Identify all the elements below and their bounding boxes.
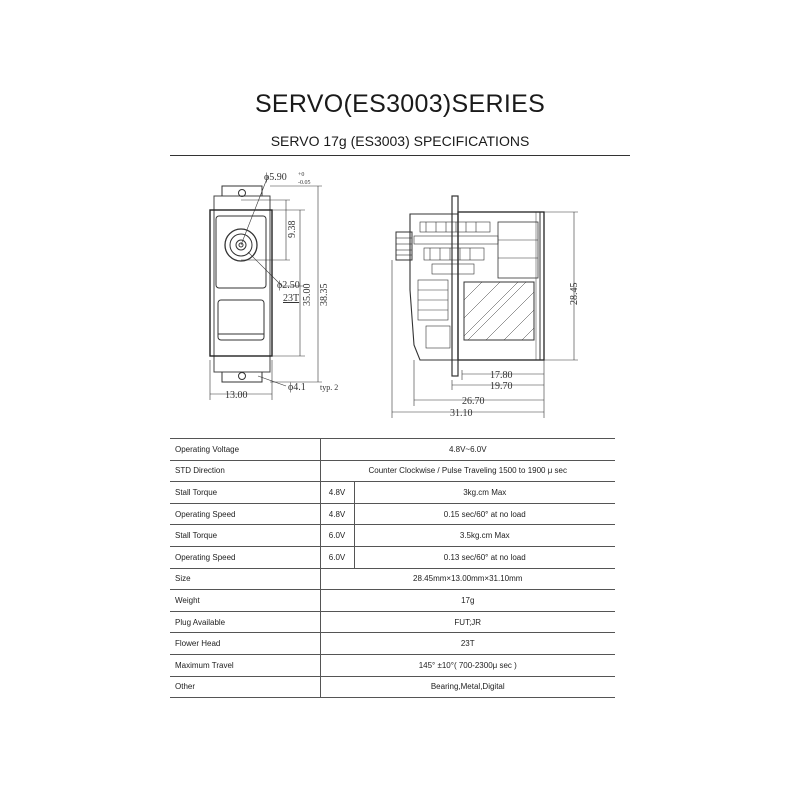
dim-spline-teeth: 23T [283,293,300,304]
spec-label: STD Direction [170,460,320,482]
spec-value: FUT;JR [320,611,615,633]
page-title: SERVO(ES3003)SERIES [254,90,546,118]
spec-label: Stall Torque [170,482,320,504]
spec-label: Size [170,568,320,590]
spec-value: 145° ±10°( 700-2300μ sec ) [320,654,615,676]
dim-mount-hole-note: typ. 2 [320,383,339,392]
spec-label: Operating Voltage [170,439,320,461]
spec-row [170,590,615,612]
dim-19-70: 19.70 [490,381,513,392]
spec-table [170,438,615,698]
spec-row [170,654,615,676]
spec-label: Flower Head [170,633,320,655]
dim-17-80: 17.80 [490,370,513,381]
dim-hole-dia: ϕ5.90 [264,172,287,183]
spec-condition: 6.0V [320,546,354,568]
spec-row [170,676,615,698]
spec-value: Bearing,Metal,Digital [320,676,615,698]
spec-condition: 4.8V [320,503,354,525]
spec-row [170,439,615,461]
dim-35-00: 35.00 [302,283,313,306]
spec-row [170,546,615,568]
spec-row [170,568,615,590]
spec-value: 17g [320,590,615,612]
side-view-dimensions [450,283,580,420]
spec-row [170,633,615,655]
dim-31-10: 31.10 [450,408,473,419]
spec-value: 4.8V~6.0V [320,439,615,461]
spec-value: Counter Clockwise / Pulse Traveling 1500 to 1900 μ sec [320,460,615,482]
spec-row [170,482,615,504]
spec-value: 28.45mm×13.00mm×31.10mm [320,568,615,590]
dim-mount-hole: ϕ4.1 [288,382,306,393]
dim-spline-dia: ϕ2.50 [277,280,300,291]
spec-label: Stall Torque [170,525,320,547]
front-view-dimensions [225,172,338,401]
spec-label: Operating Speed [170,503,320,525]
spec-label: Plug Available [170,611,320,633]
spec-value: 3kg.cm Max [354,482,615,504]
spec-label: Operating Speed [170,546,320,568]
dim-26-70: 26.70 [462,396,485,407]
spec-condition: 6.0V [320,525,354,547]
spec-row [170,525,615,547]
spec-value: 23T [320,633,615,655]
spec-condition: 4.8V [320,482,354,504]
spec-label: Weight [170,590,320,612]
side-view [392,196,578,418]
spec-label: Maximum Travel [170,654,320,676]
spec-row [170,460,615,482]
spec-table-body [170,439,615,698]
dim-hole-tol-lower: -0.05 [298,180,311,186]
spec-label: Other [170,676,320,698]
spec-value: 3.5kg.cm Max [354,525,615,547]
spec-value: 0.15 sec/60° at no load [354,503,615,525]
dim-hole-tol-upper: +0 [298,172,305,178]
dim-38-35: 38.35 [319,283,330,306]
page-subtitle: SERVO 17g (ES3003) SPECIFICATIONS [270,133,530,149]
dim-width: 13.00 [225,390,248,401]
spec-row [170,503,615,525]
spec-value: 0.13 sec/60° at no load [354,546,615,568]
dim-9-38: 9.38 [287,220,298,238]
dim-height: 28.45 [569,282,580,305]
spec-row [170,611,615,633]
